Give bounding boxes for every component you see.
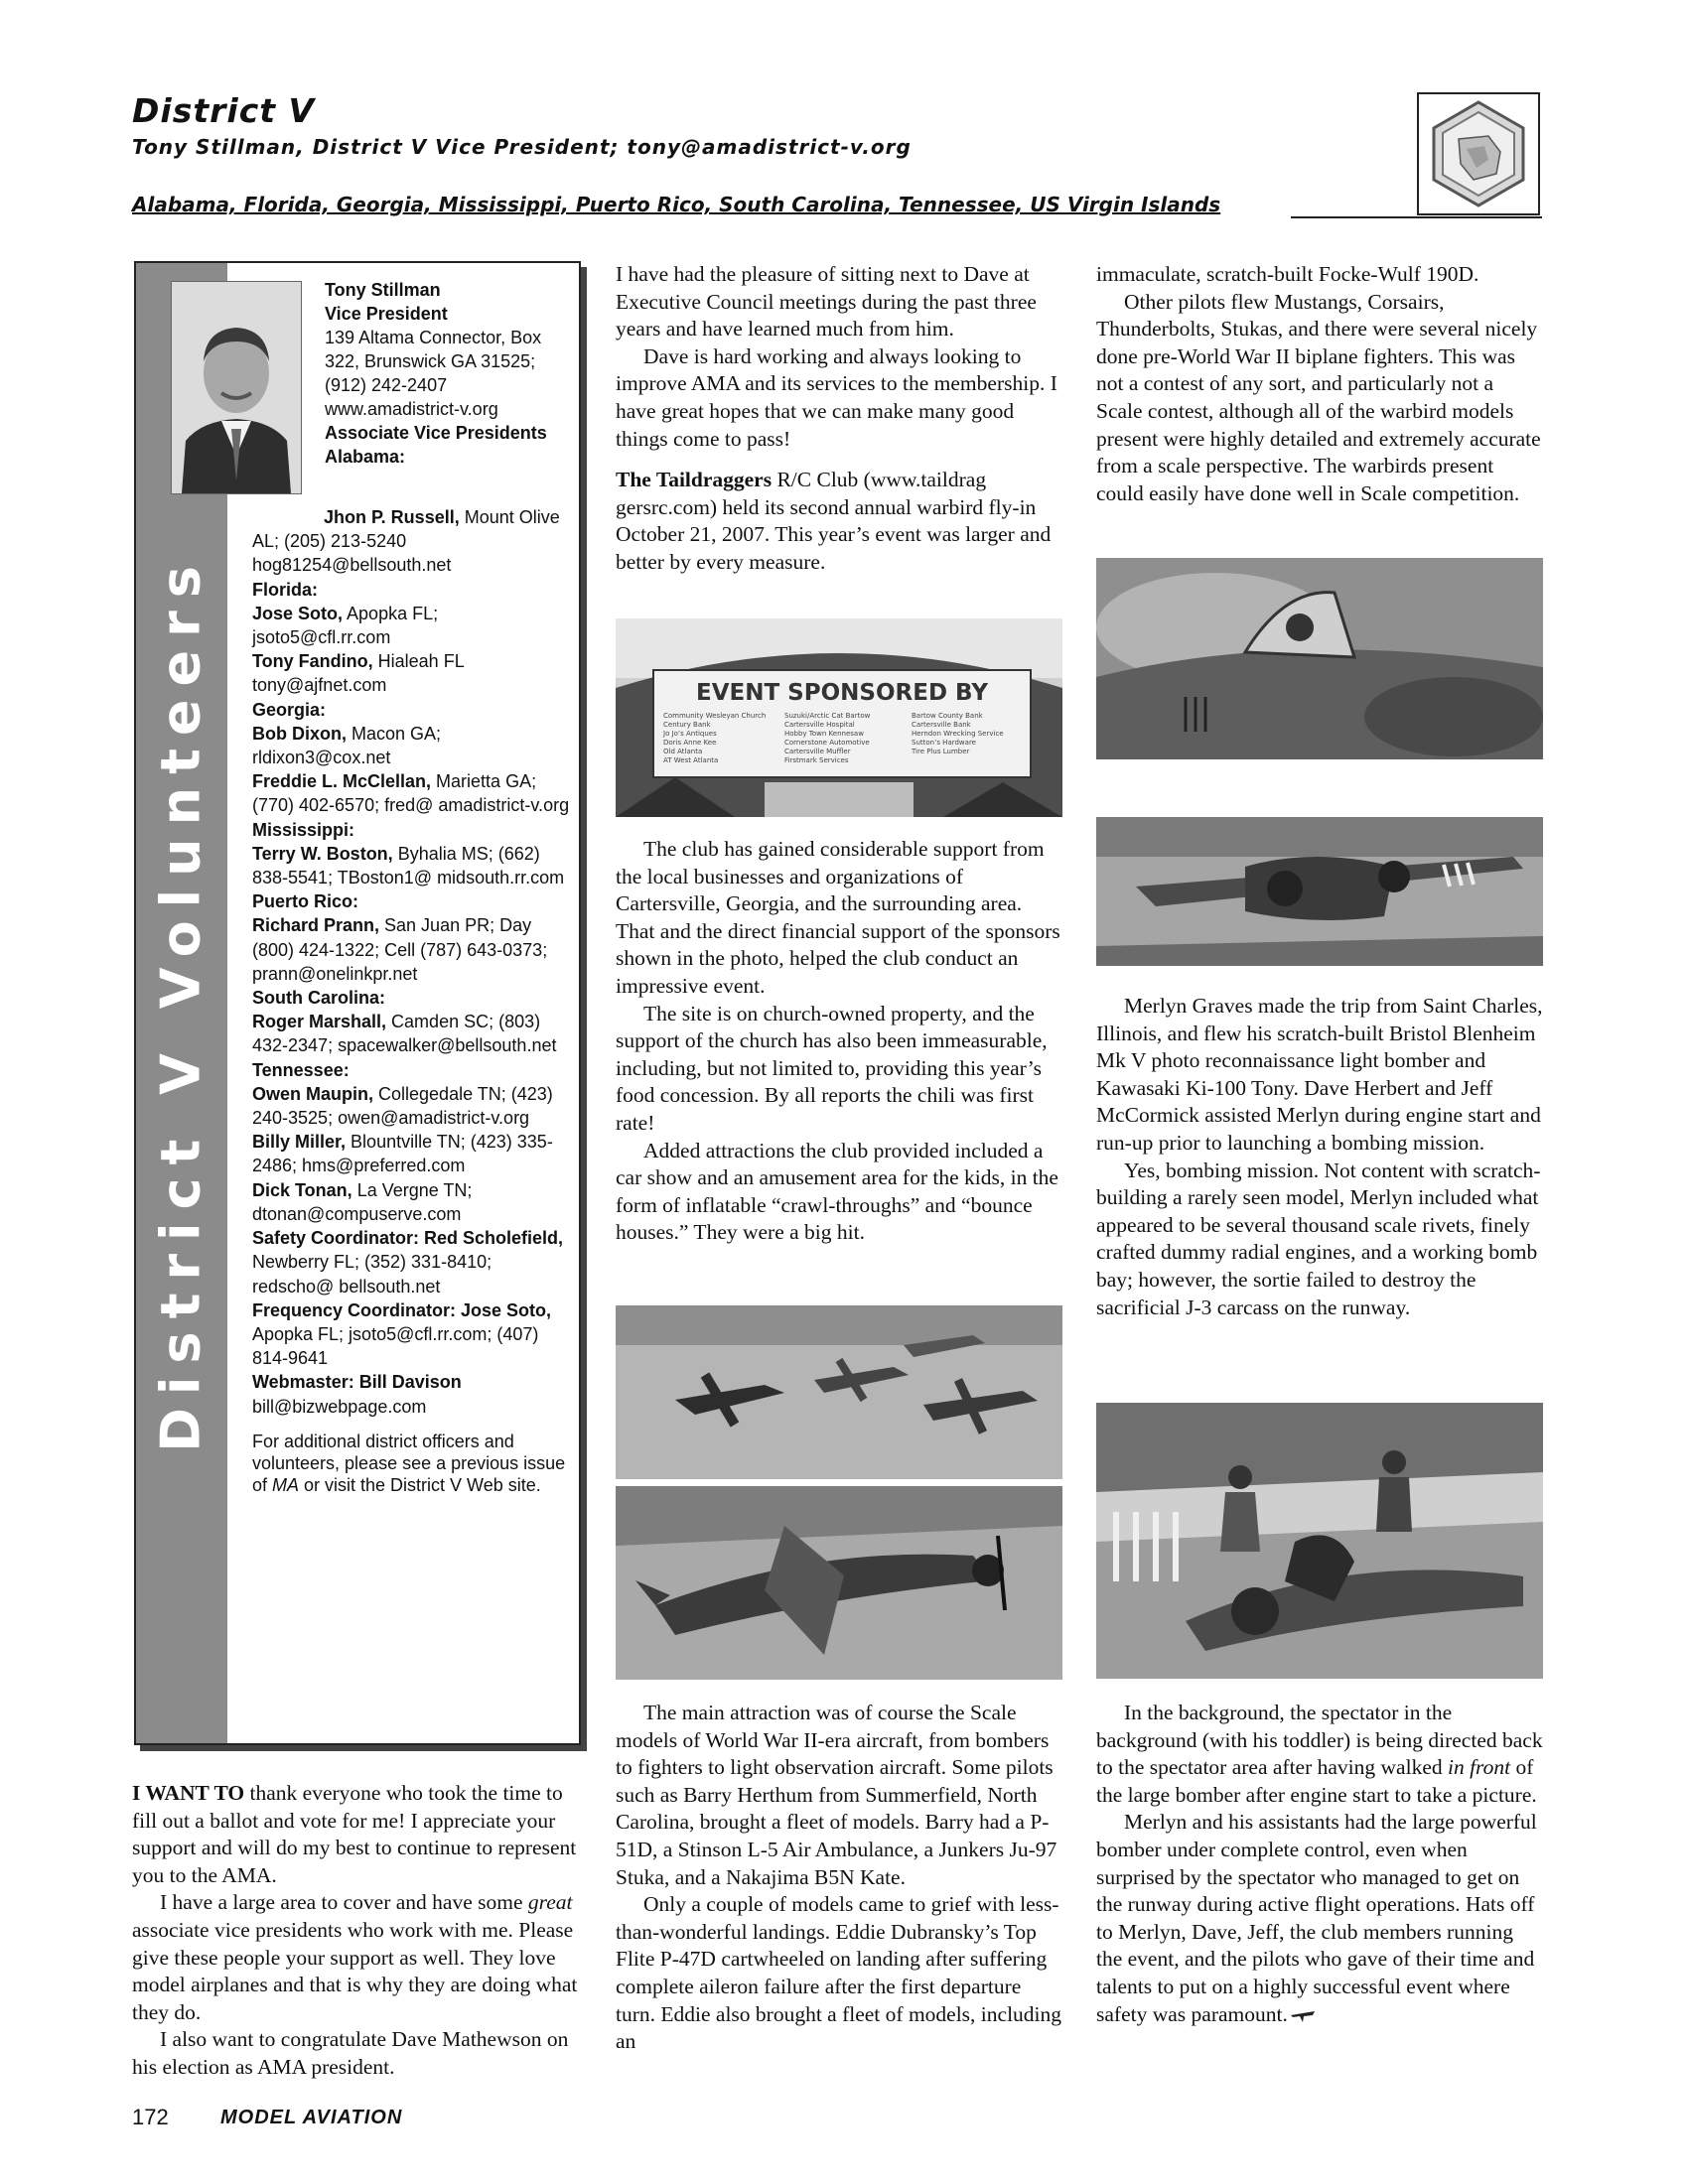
- banner-heading: EVENT SPONSORED BY: [696, 680, 988, 706]
- column-3-text-bottom: [1096, 1700, 1543, 2028]
- focke-wulf-photo: [616, 1486, 1062, 1680]
- banner-sponsor: Cartersville Hospital: [784, 721, 855, 729]
- note-italic: MA: [272, 1474, 300, 1495]
- paragraph: [616, 467, 1062, 576]
- state-heading-tennessee: Tennessee:: [252, 1059, 350, 1080]
- district-logo: [1417, 92, 1540, 215]
- column-3-text-middle: [1096, 993, 1543, 1321]
- blenheim-bomber-image: [1096, 817, 1543, 966]
- banner-sponsor: Hobby Town Kennesaw: [784, 730, 864, 738]
- volunteer-name: Safety Coordinator: Red Scholefield,: [252, 1228, 564, 1249]
- vp-title: Vice President: [325, 304, 448, 324]
- volunteer-name: Bob Dixon,: [252, 723, 347, 744]
- page-subtitle: Tony Stillman, District V Vice President; tony@amadistrict-v.org: [132, 135, 912, 159]
- list-item: [252, 1082, 570, 1130]
- banner-sponsor: Sutton’s Hardware: [912, 739, 976, 747]
- column-3-text-top: [1096, 261, 1543, 507]
- webmaster-email[interactable]: bill@bizwebpage.com: [252, 1396, 427, 1417]
- volunteer-name: Tony Fandino,: [252, 651, 373, 672]
- volunteer-name: Webmaster: Bill Davison: [252, 1372, 462, 1393]
- volunteer-info: Newberry FL; (352) 331-8410; redscho@ bellsouth.net: [252, 1252, 492, 1297]
- banner-sponsor: Old Atlanta: [663, 748, 703, 755]
- vp-address: 139 Altama Connector, Box 322, Brunswick GA 31525; (912) 242-2407: [325, 328, 542, 395]
- state-heading-puerto-rico: Puerto Rico:: [252, 891, 359, 912]
- emphasis: great: [527, 1890, 573, 1915]
- banner-sponsor: AT West Atlanta: [663, 756, 719, 764]
- warbirds-lineup-photo: [616, 1305, 1062, 1479]
- paragraph-text: In the background, the spectator in the background (with his toddler) is being directed back to the spectator area after having walked: [1096, 1701, 1543, 1780]
- volunteer-info: Apopka FL; jsoto5@cfl.rr.com: [252, 603, 439, 648]
- banner-sponsor: Cornerstone Automotive: [784, 739, 870, 747]
- paragraph: [132, 1889, 581, 2026]
- volunteer-info: Byhalia MS; (662) 838-5541; TBoston1@ midsouth.rr.com: [252, 843, 565, 888]
- paragraph: [1096, 1809, 1543, 2028]
- paragraph: The main attraction was of course the Scale models of World War II-era aircraft, from bombers to fighters to light observation aircraft. Some pilots such as Barry Herthum from Summerfield, North Carolina, brought a fleet of models. Barry had a P-51D, a Stinson L-5 Air Ambulance, a Junkers Ju-97 Stuka, and a Nakajima B5N Kate.: [616, 1701, 1057, 1889]
- district-seal-icon: [1419, 94, 1538, 213]
- list-item: [252, 602, 570, 649]
- focke-wulf-image: [616, 1486, 1062, 1680]
- volunteer-name: Roger Marshall,: [252, 1012, 387, 1032]
- volunteer-info: Mount Olive AL; (205) 213-5240 hog81254@bellsouth.net: [252, 507, 560, 576]
- volunteer-name: Owen Maupin,: [252, 1083, 374, 1104]
- list-item: [252, 722, 570, 769]
- column-2-text-middle: [616, 836, 1062, 1247]
- volunteer-name: Jhon P. Russell,: [324, 507, 460, 527]
- vp-web-link[interactable]: www.amadistrict-v.org: [325, 399, 498, 419]
- volunteer-name: Billy Miller,: [252, 1132, 347, 1153]
- portrait-image: [172, 282, 301, 493]
- sponsor-banner-image: [616, 618, 1062, 817]
- volunteer-name: Freddie L. McClellan,: [252, 771, 432, 792]
- column-1-text: [132, 1780, 581, 2082]
- volunteer-name: Jose Soto,: [252, 603, 344, 623]
- volunteer-info: Apopka FL; jsoto5@cfl.rr.com; (407) 814-9641: [252, 1323, 539, 1369]
- paragraph: Only a couple of models came to grief with less-than-wonderful landings. Eddie Dubransky’s Top Flite P-47D cartwheeled on landing after suffering complete aileron failure after the first departure turn. Eddie also brought a fleet of models, including an: [616, 1892, 1062, 2054]
- state-heading-mississippi: Mississippi:: [252, 819, 355, 840]
- list-item: [252, 769, 570, 817]
- volunteer-info: Macon GA; rldixon3@cox.net: [252, 723, 442, 768]
- state-heading-florida: Florida:: [252, 579, 318, 600]
- list-item: [252, 1178, 570, 1226]
- list-item: [252, 1298, 570, 1371]
- volunteer-info: Camden SC; (803) 432-2347; spacewalker@bellsouth.net: [252, 1012, 557, 1056]
- banner-sponsor: Century Bank: [663, 721, 711, 729]
- volunteer-info: Hialeah FL tony@ajfnet.com: [252, 651, 465, 696]
- banner-sponsor: Cartersville Bank: [912, 721, 971, 729]
- banner-sponsor: Community Wesleyan Church: [663, 712, 767, 720]
- volunteer-name: Dick Tonan,: [252, 1179, 352, 1200]
- volunteer-name: Frequency Coordinator: Jose Soto,: [252, 1299, 552, 1320]
- paragraph-text: Merlyn and his assistants had the large powerful bomber under complete control, even when surprised by the spectator who managed to get on the runway during active flight operations. Hats off to Merlyn, Dave, Jeff, the club members running the event, and the pilots who gave of their time and talents to put on a highly successful event where safety was paramount.: [1096, 1810, 1537, 2026]
- cockpit-closeup-image: [1096, 558, 1543, 759]
- club-name: The Taildraggers: [616, 468, 773, 492]
- banner-sponsor: Jo Jo’s Antiques: [663, 730, 717, 738]
- paragraph: I have had the pleasure of sitting next to Dave at Executive Council meetings during the past three years and have learned much from him.: [616, 262, 1037, 341]
- ama-end-mark-icon: [1290, 2009, 1316, 2023]
- banner-sponsor: Cartersville Muffler: [784, 748, 851, 755]
- paragraph-text: R/C Club (www.taildrag gersrc.com) held its second annual warbird fly-in October 21, 2007. This year’s event was larger and better by every measure.: [616, 468, 1052, 574]
- vp-portrait: [171, 281, 302, 494]
- banner-sponsor: Bartow County Bank: [912, 712, 983, 720]
- paragraph: [1096, 1700, 1543, 1809]
- alabama-heading: Alabama:: [325, 447, 406, 467]
- list-item: [252, 913, 570, 986]
- paragraph: Added attractions the club provided included a car show and an amusement area for the kids, in the form of inflatable “crawl-throughs” and “bounce houses.” They were a big hit.: [616, 1138, 1058, 1245]
- volunteer-info: San Juan PR; Day (800) 424-1322; Cell (787) 643-0373; prann@onelinkpr.net: [252, 915, 548, 984]
- volunteer-info: La Vergne TN; dtonan@compuserve.com: [252, 1179, 473, 1224]
- list-item: [252, 842, 570, 889]
- magazine-name: MODEL AVIATION: [220, 2107, 403, 2128]
- list-item: [252, 649, 570, 697]
- paragraph: [132, 1780, 581, 1889]
- cockpit-closeup-photo: [1096, 558, 1543, 759]
- page-number: 172: [132, 2105, 169, 2129]
- avp-list: [252, 505, 570, 1496]
- list-item: [252, 1130, 570, 1177]
- paragraph: Dave is hard working and always looking to improve AMA and its services to the membership. I have great hopes that we can make many good things come to pass!: [616, 343, 1057, 451]
- note-text-end: or visit the District V Web site.: [299, 1474, 541, 1495]
- paragraph: I also want to congratulate Dave Mathewson on his election as AMA president.: [132, 2027, 569, 2079]
- list-item: [252, 1010, 570, 1057]
- state-heading-south-carolina: South Carolina:: [252, 988, 385, 1009]
- list-item: [252, 505, 570, 578]
- avp-heading: Associate Vice Presidents: [325, 423, 547, 443]
- volunteer-info: Collegedale TN; (423) 240-3525; owen@amadistrict-v.org: [252, 1083, 553, 1129]
- paragraph: Merlyn Graves made the trip from Saint Charles, Illinois, and flew his scratch-built Bristol Blenheim Mk V photo reconnaissance light bomber and Kawasaki Ki-100 Tony. Dave Herbert and Jeff McCormick assisted Merlyn during engine start and run-up prior to launching a bombing mission.: [1096, 994, 1543, 1155]
- list-item: [252, 1226, 570, 1298]
- sidebar-note: [252, 1431, 570, 1496]
- sponsor-banner-photo: [616, 618, 1062, 817]
- blenheim-bomber-photo: [1096, 817, 1543, 966]
- paragraph: The site is on church-owned property, and the support of the church has also been immeasurable, including, but not limited to, providing this year’s food concession. By all reports the chili was first rate!: [616, 1001, 1048, 1135]
- banner-sponsor: Herndon Wrecking Service: [912, 730, 1004, 738]
- column-2-text-bottom: [616, 1700, 1062, 2056]
- volunteer-name: Richard Prann,: [252, 915, 380, 936]
- lead-in: I WANT TO: [132, 1781, 245, 1805]
- vp-contact-card: [325, 278, 568, 469]
- banner-sponsor: Doris Anne Kee: [663, 739, 717, 747]
- volunteer-info: Marietta GA; (770) 402-6570; fred@ amadistrict-v.org: [252, 771, 570, 816]
- banner-sponsor: Firstmark Services: [784, 756, 849, 764]
- paragraph: Other pilots flew Mustangs, Corsairs, Thunderbolts, Stukas, and there were several nicely done pre-World War II biplane fighters. This was not a contest of any sort, and particularly not a Scale contest, although all of the warbird models present were highly detailed and extremely accurate from a scale perspective. The warbirds present could easily have done well in Scale competition.: [1096, 289, 1541, 505]
- volunteer-info: Blountville TN; (423) 335-2486; hms@preferred.com: [252, 1132, 553, 1176]
- warbirds-lineup-image: [616, 1305, 1062, 1479]
- column-2-text-top: [616, 261, 1062, 577]
- emphasis: in front: [1447, 1755, 1511, 1780]
- engine-start-image: [1096, 1403, 1543, 1679]
- vp-name: Tony Stillman: [325, 280, 441, 300]
- volunteer-name: Terry W. Boston,: [252, 843, 393, 864]
- engine-start-photo: [1096, 1403, 1543, 1679]
- paragraph-text: associate vice presidents who work with me. Please give these people your support as well. They love model airplanes and that is why they are doing what they do.: [132, 1917, 578, 2024]
- note-text: For additional district officers and volunteers, please see a previous issue of: [252, 1431, 566, 1495]
- page-title: District V: [132, 91, 316, 130]
- paragraph-text: of the large bomber after engine start to take a picture.: [1096, 1755, 1537, 1807]
- sidebar-band-label: District V Volunteers: [149, 553, 212, 1452]
- banner-sponsor: Tire Plus Lumber: [912, 748, 970, 755]
- state-heading-georgia: Georgia:: [252, 699, 327, 720]
- list-item: [252, 1370, 570, 1394]
- paragraph-text: I have a large area to cover and have some: [160, 1890, 528, 1915]
- paragraph: Yes, bombing mission. Not content with scratch-building a rarely seen model, Merlyn included what appeared to be several thousand scale rivets, finely crafted dummy radial engines, and a working bomb bay; however, the sortie failed to destroy the sacrificial J-3 carcass on the runway.: [1096, 1158, 1541, 1319]
- paragraph-text: thank everyone who took the time to fill out a ballot and vote for me! I appreciate your support and will do my best to continue to represent you to the AMA.: [132, 1781, 577, 1887]
- banner-sponsor: Suzuki/Arctic Cat Bartow: [784, 712, 871, 720]
- paragraph: The club has gained considerable support from the local businesses and organizations of Cartersville, Georgia, and the surrounding area. That and the direct financial support of the sponsors shown in the photo, helped the club conduct an impressive event.: [616, 837, 1060, 998]
- district-states: Alabama, Florida, Georgia, Mississippi, Puerto Rico, South Carolina, Tennessee, US Virgin Islands: [132, 193, 1221, 216]
- paragraph: immaculate, scratch-built Focke-Wulf 190D.: [1096, 262, 1479, 286]
